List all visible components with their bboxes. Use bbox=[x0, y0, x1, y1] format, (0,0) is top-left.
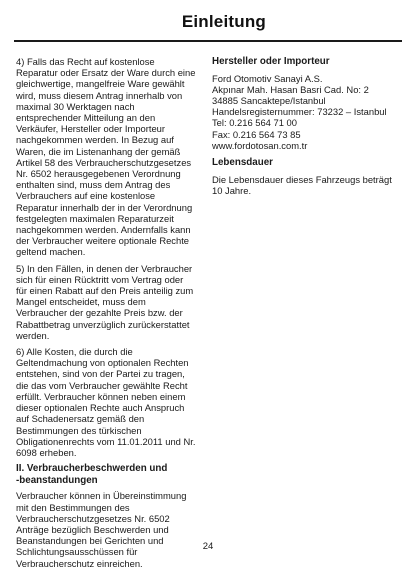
paragraph-5: 5) In den Fällen, in denen der Verbraucher sich für einen Rücktritt vom Vertrag oder für einen Rabatt auf den Preis anteilig zum Mangel entscheidet, muss dem Verbraucher der gezahlte Preis bzw. der Rabattbetrag unverzüglich zurückerstattet werden. bbox=[16, 262, 194, 341]
paragraph-4: 4) Falls das Recht auf kostenlose Reparatur oder Ersatz der Ware durch eine gleichwertige, mangelfreie Ware gewählt wird, muss diesem Antrag innerhalb von maximal 30 Werktagen nach entsprechender Mitteilung an den Verkäufer, Hersteller oder Importeur nachgekommen werden. In Bezug auf Waren, die im Listenanhang der gemäß Artikel 58 des Verbraucherschutzgesetzes Nr. 6502 herausgegebenen Verordnung enthalten sind, muss dem Antrag des Verbrauchers auf eine kostenlose Reparatur innerhalb der in der Verordnung festgelegten maximalen Reparaturzeit nachgekommen werden. Andernfalls kann der Verbraucher weitere optionale Rechte geltend machen. bbox=[16, 56, 196, 258]
complaints-text: Verbraucher können in Übereinstimmung mit den Bestimmungen des Verbraucherschutzgesetzes Nr. 6502 Anträge bezüglich Beschwerden und Beanstandungen bei Gerichten und Schlichtungsausschüssen für Verbraucherschutz einreichen. bbox=[16, 490, 187, 569]
page-number: 24 bbox=[202, 541, 214, 552]
page-title: Einleitung bbox=[181, 12, 266, 31]
left-column bbox=[16, 56, 200, 574]
lifespan-heading: Lebensdauer bbox=[212, 157, 273, 169]
lifespan-text: Die Lebensdauer dieses Fahrzeugs beträgt 10 Jahre. bbox=[212, 173, 392, 196]
manufacturer-heading: Hersteller oder Importeur bbox=[212, 56, 330, 67]
paragraph-6: 6) Alle Kosten, die durch die Geltendmachung von optionalen Rechten entstehen, sind von der Partei zu tragen, die das vom Verbraucher gewählte Recht erfüllt. Verbraucher können neben einem dieser optionalen Rechte auch Anspruch auf Schadenersatz gemäß den Bestimmungen des türkischen Obligationenrechts vom 11.01.2011 und Nr. 6098 erheben. bbox=[16, 346, 196, 458]
complaints-heading: II. Verbraucherbeschwerden und -beanstandungen bbox=[16, 463, 168, 486]
header-divider bbox=[14, 40, 402, 42]
manufacturer-address: Ford Otomotiv Sanayi A.S. Akpınar Mah. Hasan Basri Cad. No: 2 34885 Sancaktepe/Istanbul Handelsregisternummer: 73232 – Istanbul Tel: 0.216 564 71 00 Fax: 0.216 564 73 85 www.fordotosan.com.tr bbox=[212, 72, 387, 151]
right-column bbox=[212, 56, 396, 201]
page-header bbox=[0, 0, 416, 48]
